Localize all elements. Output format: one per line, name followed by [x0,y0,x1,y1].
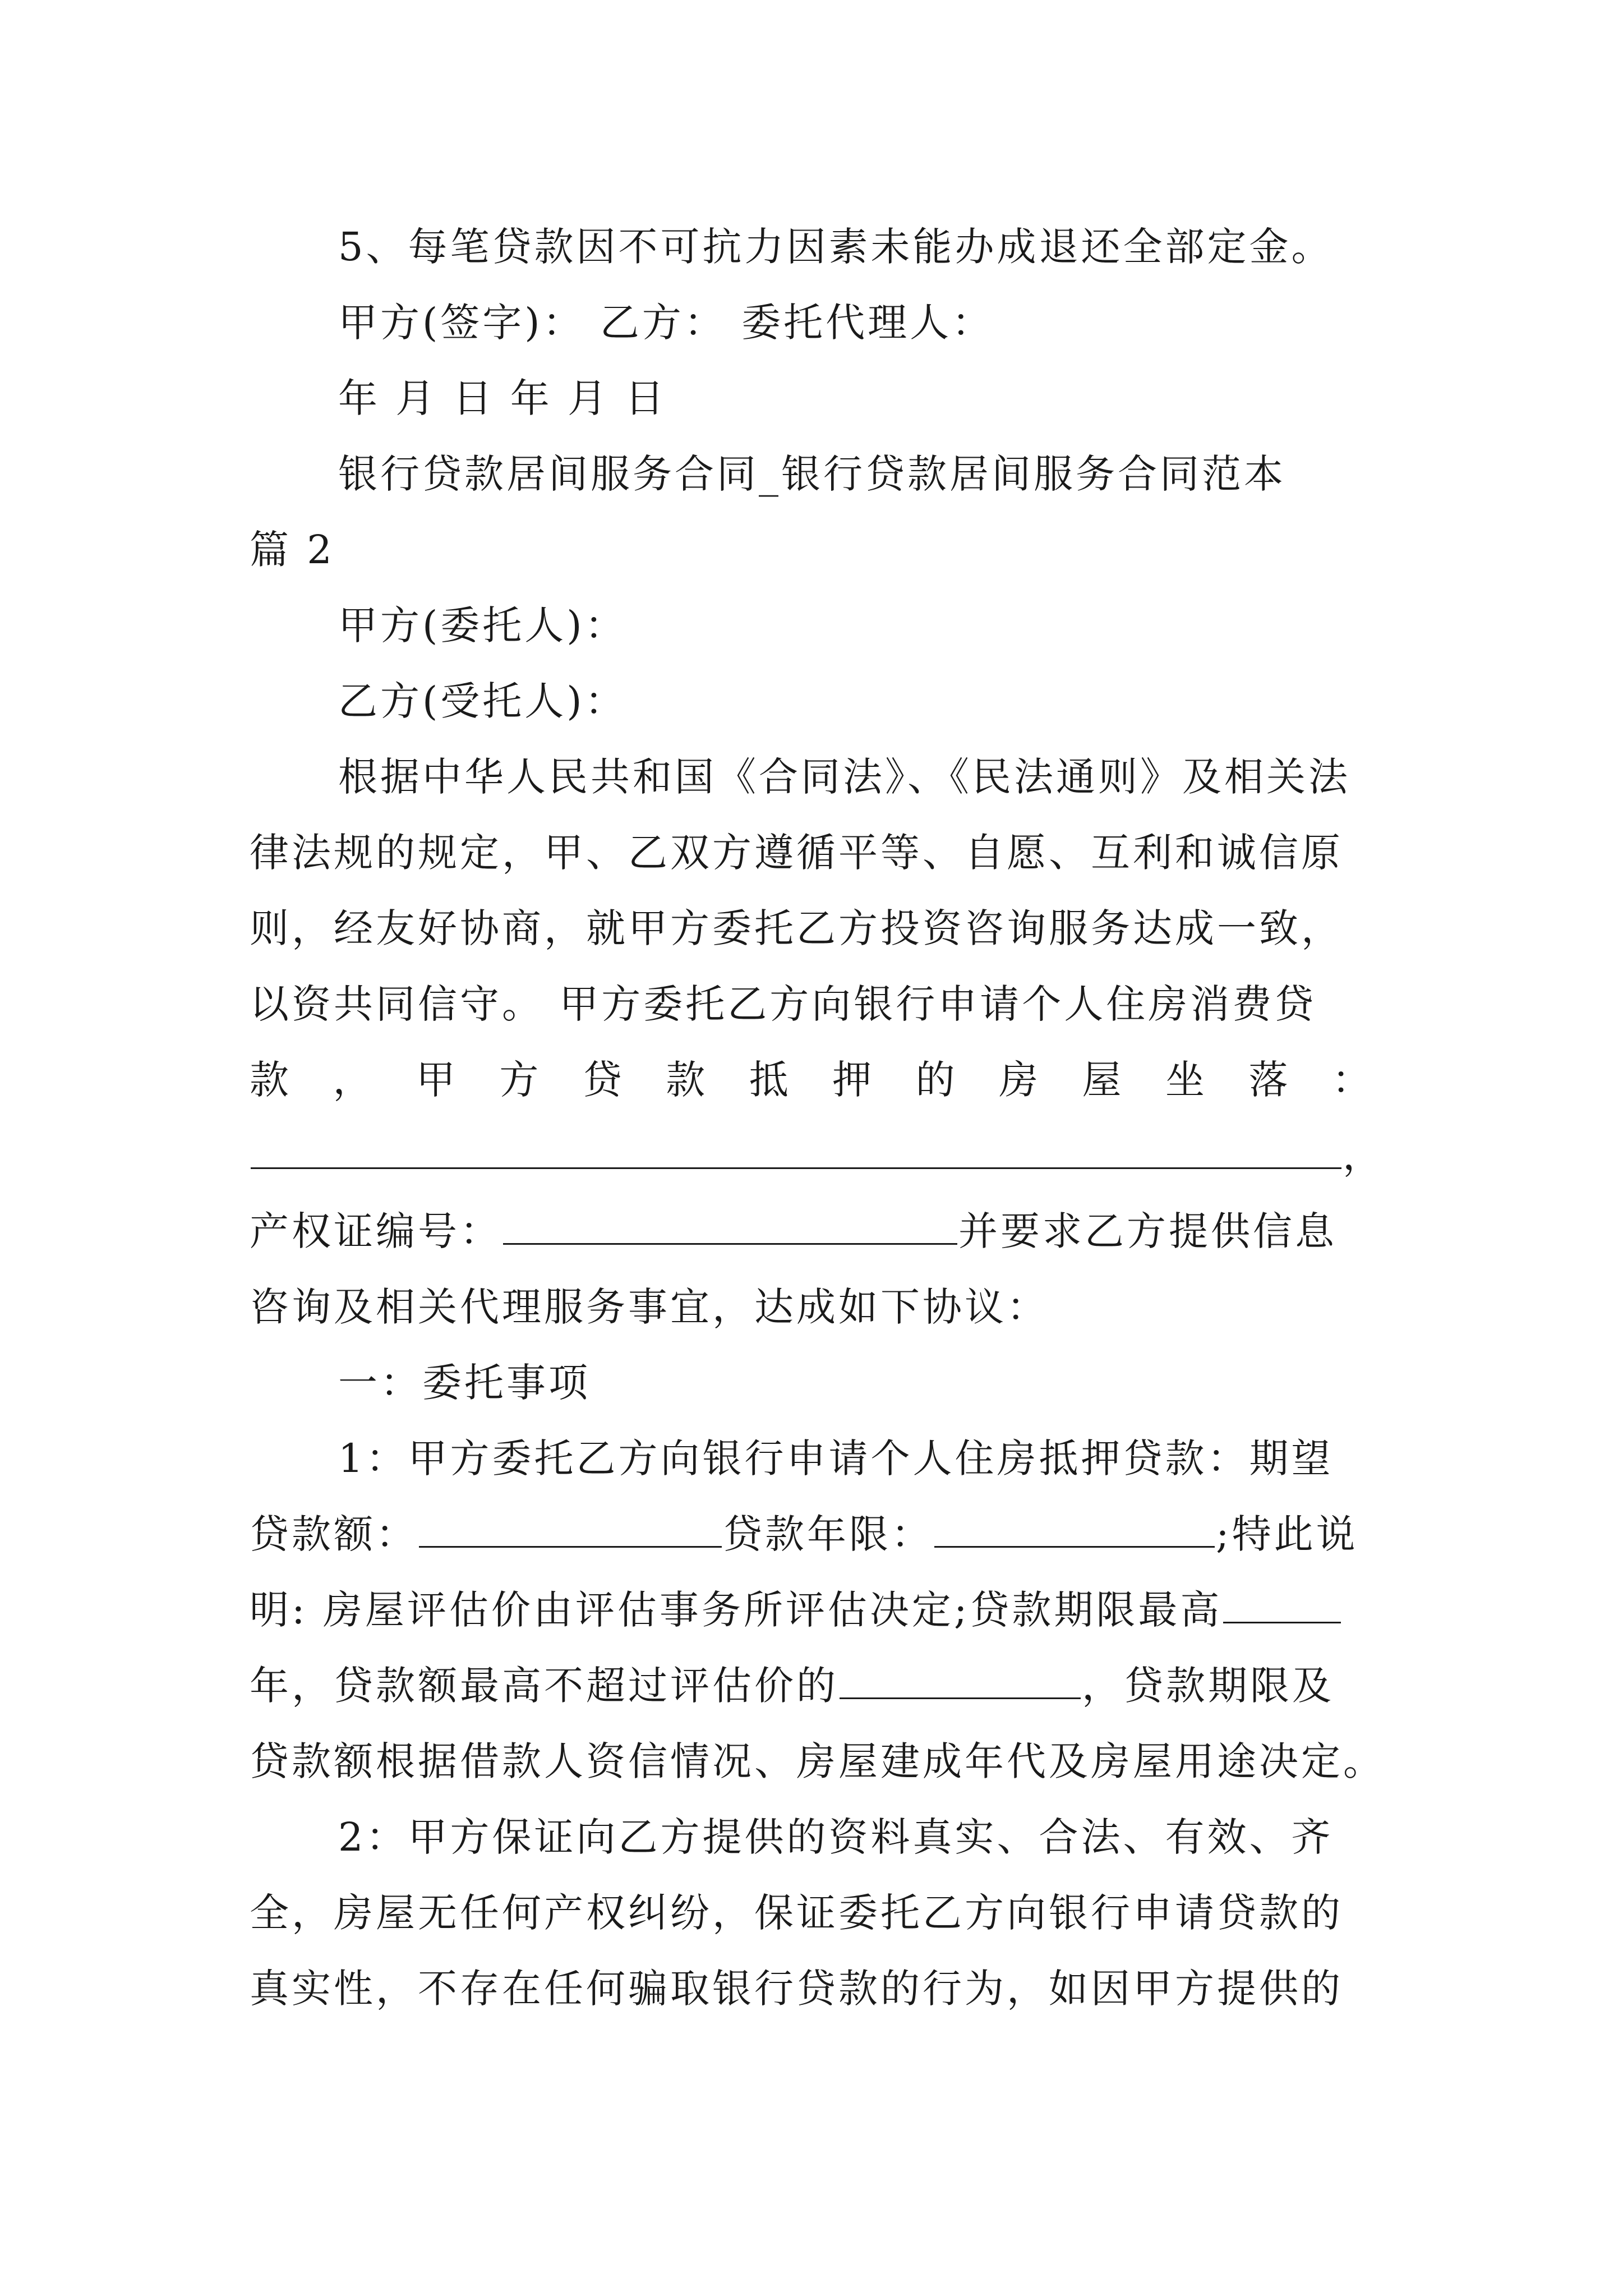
max-percent-blank[interactable] [840,1665,1081,1699]
certificate-tail: 并要求乙方提供信息 [958,1208,1337,1254]
intro-char: ， [333,1057,372,1103]
intro-char: 坐 [1165,1057,1205,1103]
intro-char: 款 [250,1057,289,1103]
contract-heading: 银行贷款居间服务合同_银行贷款居间服务合同范本 [338,451,1286,497]
comma: ， [1343,1133,1385,1179]
party-a-label: 甲方(委托人)： [338,602,627,648]
item2-line-2: 全，房屋无任何产权纠纷，保证委托乙方向银行申请贷款的 [250,1890,1343,1936]
date-line: 年 月 日 年 月 日 [338,375,667,421]
loan-amount-blank[interactable] [419,1513,722,1548]
intro-char: 方 [499,1057,539,1103]
intro-char: 甲 [416,1057,455,1103]
intro-char: 款 [666,1057,706,1103]
intro-line-2: 律法规的规定，甲、乙双方遵循平等、自愿、互利和诚信原 [250,830,1343,876]
certificate-label: 产权证编号： [250,1208,502,1254]
item1-line-1: 1：甲方委托乙方向银行申请个人住房抵押贷款：期望 [338,1435,1334,1481]
intro-char: 屋 [1082,1057,1122,1103]
intro-char: 的 [915,1057,955,1103]
item1-line-3-text: 明: 房屋评估价由评估事务所评估决定;贷款期限最高 [250,1587,1223,1633]
intro-line-5 [250,1055,1371,1105]
signature-line: 甲方(签字)： 乙方： 委托代理人： [338,300,994,346]
intro-char: 抵 [749,1057,789,1103]
item1-line-3 [250,1585,1342,1635]
party-b-label: 乙方(受托人)： [338,678,627,724]
property-location-blank[interactable] [251,1135,1341,1169]
clause-5: 5、每笔贷款因不可抗力因素未能办成退还全部定金。 [338,224,1334,270]
intro-char: 落 [1248,1057,1288,1103]
loan-term-label: 贷款年限： [723,1511,933,1557]
property-location-line [250,1130,1385,1181]
item2-line-1: 2：甲方保证向乙方提供的资料真实、合法、有效、齐 [338,1814,1334,1860]
max-term-blank[interactable] [1223,1589,1341,1623]
item1-line-4-text: 年，贷款额最高不超过评估价的 [250,1663,838,1709]
intro-char: 押 [832,1057,872,1103]
item1-line-2 [250,1509,1358,1559]
item1-line-4 [250,1660,1334,1711]
intro-char: ： [1331,1057,1371,1103]
item1-line-4-tail: ，贷款期限及 [1082,1663,1334,1709]
loan-amount-label: 贷款额： [250,1511,418,1557]
item1-line-5: 贷款额根据借款人资信情况、房屋建成年代及房屋用途决定。 [250,1738,1385,1784]
intro-line-8: 咨询及相关代理服务事宜，达成如下协议： [250,1284,1049,1330]
intro-line-3: 则，经友好协商，就甲方委托乙方投资咨询服务达成一致， [250,905,1343,951]
intro-char: 贷 [582,1057,622,1103]
intro-line-1: 根据中华人民共和国《合同法》、《民法通则》及相关法 [338,754,1350,800]
certificate-line [250,1206,1337,1257]
intro-line-4: 以资共同信守。 甲方委托乙方向银行申请个人住房消费贷 [250,981,1317,1027]
contract-heading-suffix: 篇 2 [250,527,335,573]
section-title-entrustment: 一：委托事项 [338,1360,591,1406]
note-label: ;特此说 [1216,1511,1358,1557]
certificate-number-blank[interactable] [503,1211,957,1245]
loan-term-blank[interactable] [934,1513,1215,1548]
item2-line-3: 真实性，不存在任何骗取银行贷款的行为，如因甲方提供的 [250,1966,1343,2012]
intro-char: 房 [999,1057,1039,1103]
